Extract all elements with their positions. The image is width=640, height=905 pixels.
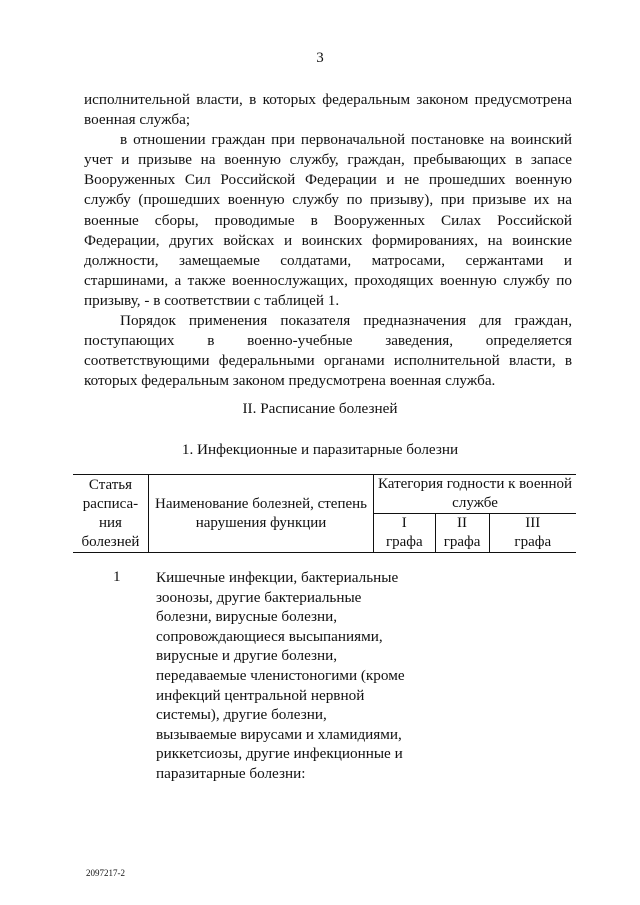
- page-number: 3: [316, 50, 324, 66]
- paragraph-military-schools: Порядок применения показателя предназначения для граждан, поступающих в военно-учебные заведения, определяется соответствующими федеральными органами исполнительной власти, в которых федеральным законом предусмотрена военная служба.: [84, 312, 572, 390]
- header-fitness-category: Категория годности к военной службе: [374, 475, 576, 514]
- header-disease-name: Наименование болезней, степень нарушения функции: [148, 475, 373, 553]
- graph-3-label: графа: [514, 534, 552, 550]
- table-header: [73, 475, 576, 553]
- header-graph-3: [489, 514, 576, 553]
- graph-3-numeral: III: [525, 515, 541, 531]
- subsection-heading: 1. Инфекционные и паразитарные болезни: [181, 441, 459, 458]
- disease-table: [73, 474, 576, 553]
- paragraph-conscription: в отношении граждан при первоначальной постановке на воинский учет и призыве на военную службу, граждан, пребывающих в запасе Вооруженных Сил Российской Федерации и не прошедших военную службу (прошедших военную службу по призыву), при призыве их на военные сборы, проводимые в Вооруженных Силах Российской Федерации, других войсках и воинских формированиях, на воинские должности, замещаемые солдатами, матросами, сержантами и старшинами, а также военнослужащих, проходящих военную службу по призыву, - в соответствии с таблицей 1.: [84, 131, 572, 309]
- graph-2-label: графа: [443, 534, 481, 550]
- header-graph-2: [435, 514, 489, 553]
- header-article: Статья расписа- ния болезней: [73, 475, 148, 553]
- body-text: [84, 90, 572, 391]
- header-graph-1: [374, 514, 435, 553]
- table-row-article-number: 1: [113, 568, 121, 585]
- section-heading: II. Расписание болезней: [242, 400, 398, 417]
- paragraph-continuation: исполнительной власти, в которых федеральным законом предусмотрена военная служба;: [84, 91, 572, 129]
- graph-1-label: графа: [385, 534, 423, 550]
- table-row-disease-name: Кишечные инфекции, бактериальные зоонозы, другие бактериальные болезни, вирусные болезни, сопровождающиеся высыпаниями, вирусные и другие болезни, передаваемые членистоногими (кроме инфекций центральной нервной системы), другие болезни, вызываемые вирусами и хламидиями, риккетсиозы, другие инфекционные и паразитарные болезни:: [156, 569, 405, 782]
- document-code: 2097217-2: [86, 868, 125, 878]
- graph-2-numeral: II: [457, 515, 468, 531]
- graph-1-numeral: I: [401, 515, 407, 531]
